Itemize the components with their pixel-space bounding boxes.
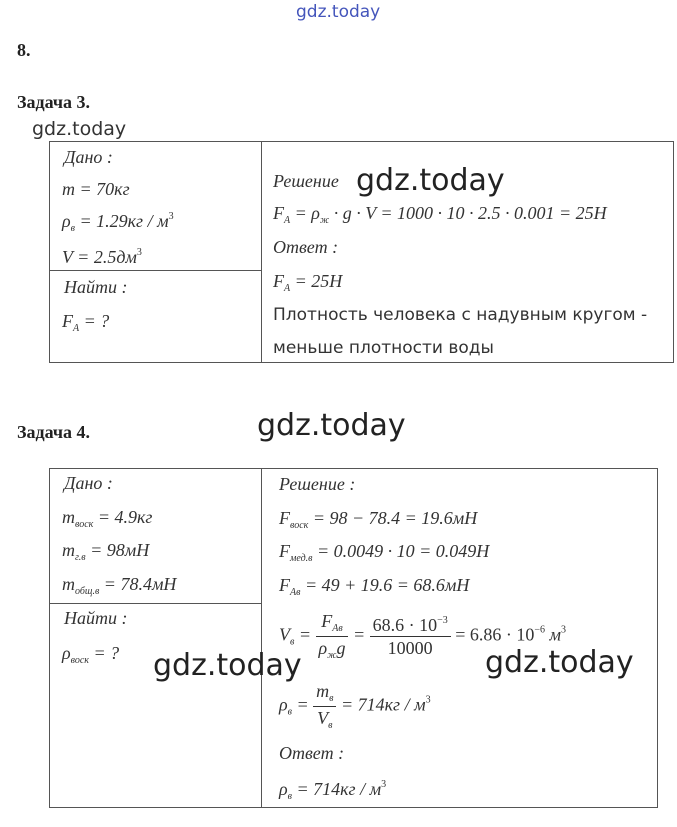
task4-given-label: Дано : — [64, 473, 113, 493]
task4-title: Задача 4. — [17, 422, 91, 442]
watermark-task4-left: gdz.today — [153, 648, 302, 683]
task3-given-mass: m = 70кг — [62, 179, 130, 199]
task4-divider — [261, 468, 262, 808]
density-fraction: $\frac{m_в}{V_в}$ — [313, 682, 336, 731]
task4-answer: $\rho_в = 714кг / м^3$ — [279, 779, 387, 802]
task4-given-find-divider — [49, 603, 261, 604]
task4-line-wax-force: $F_{воск} = 98 - 78.4 = 19.6мН$ — [279, 508, 478, 531]
task4-given-air-weight: $m_{г.в} = 98мН$ — [62, 540, 150, 563]
watermark-task4-right: gdz.today — [485, 645, 634, 680]
task3-find-label: Найти : — [64, 277, 128, 297]
task3-divider — [261, 141, 262, 363]
task3-formula: $F_A = \rho_ж \cdot g \cdot V = 1000 \cdot 10 \cdot 2.5 \cdot 0.001 = 25H$ — [273, 203, 607, 226]
volume-fraction-symbolic: $\frac{F_{Aв}}{\rho_жg}$ — [316, 612, 349, 661]
watermark-top: gdz.today — [296, 2, 381, 22]
watermark-task4-heading: gdz.today — [257, 408, 406, 443]
task4-line-copper-force: $F_{мед.в} = 0.0049 \cdot 10 = 0.049H$ — [279, 541, 490, 564]
task4-density-formula: $\rho_в$ = $\frac{m_в}{V_в}$ = $714кг / м^3$ — [279, 681, 431, 731]
task3-given-volume: $V = 2.5дм^3$ — [62, 247, 142, 267]
task4-answer-label: Ответ : — [279, 743, 345, 763]
task3-find-value: $F_A$ = ? — [62, 311, 110, 334]
task3-given-find-divider — [49, 270, 261, 271]
task3-given-label: Дано : — [64, 147, 113, 167]
task3-given-density: $\rho_в = 1.29кг / м^3$ — [62, 211, 174, 234]
task3-solution-label: Решение — [273, 171, 339, 191]
task4-solution-label: Решение : — [279, 474, 356, 494]
task4-line-archimedes: $F_{Aв} = 49 + 19.6 = 68.6мН$ — [279, 575, 470, 598]
task3-note-line1: Плотность человека с надувным кругом - — [273, 305, 648, 325]
task3-title: Задача 3. — [17, 92, 91, 112]
volume-fraction-numeric: $\frac{68.6 \cdot 10^{-3}}{10000}$ — [370, 616, 451, 657]
task4-given-wax-mass: $m_{воск} = 4.9кг$ — [62, 507, 153, 530]
task3-answer-label: Ответ : — [273, 237, 339, 257]
watermark-small: gdz.today — [32, 118, 127, 140]
task4-given-total-weight: $m_{общ.в} = 78.4мН$ — [62, 574, 177, 597]
task4-volume-formula: $V_в$ = $\frac{F_{Aв}}{\rho_жg}$ = $\frac{68.6 \cdot 10^{-3}}{10000}$ = $6.86 \cdot 10^{-6}$ $м^3$ — [279, 611, 567, 661]
task4-find-label: Найти : — [64, 608, 128, 628]
task3-note-line2: меньше плотности воды — [273, 338, 494, 358]
task3-answer: $F_A = 25H$ — [273, 271, 343, 294]
item-number: 8. — [17, 40, 31, 60]
task4-find-value: $\rho_{воск}$ = ? — [62, 643, 120, 666]
watermark-task3-solution: gdz.today — [356, 163, 505, 198]
